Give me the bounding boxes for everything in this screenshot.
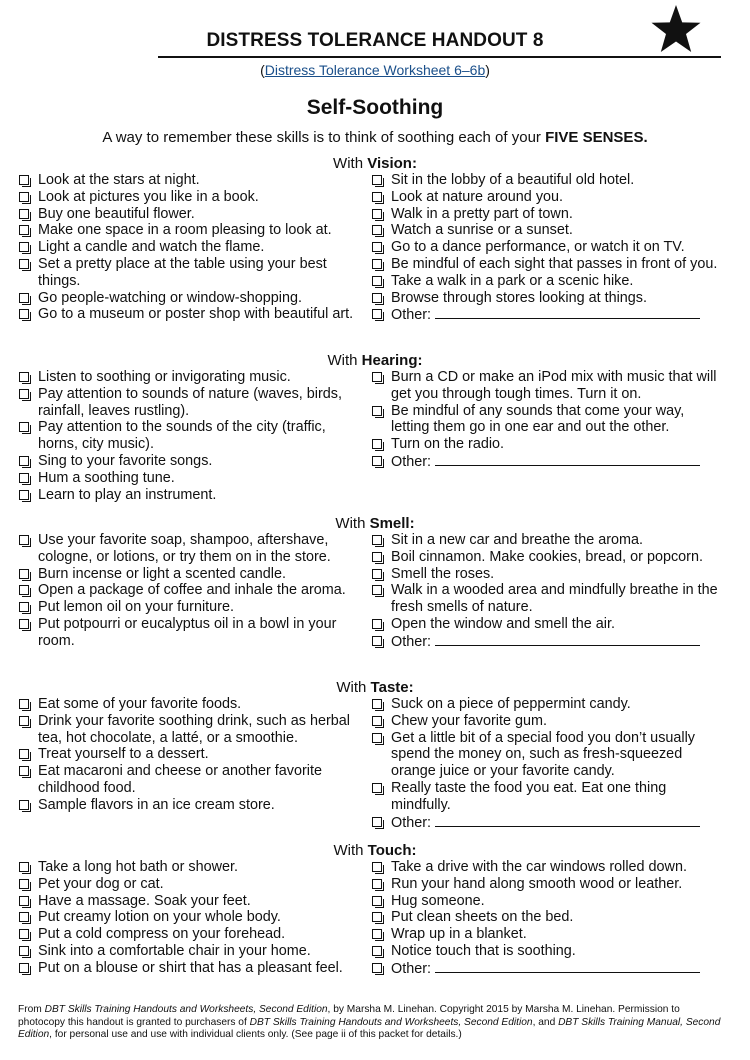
checklist-item bbox=[18, 206, 368, 223]
checkbox-icon[interactable] bbox=[372, 896, 382, 906]
checkbox-icon[interactable] bbox=[19, 800, 29, 810]
item-text: Eat some of your favorite foods. bbox=[38, 696, 242, 712]
copyright-footer: From DBT Skills Training Handouts and Worksheets, Second Edition, by Marsha M. Linehan. Copyright 2015 by Marsha M. Linehan. Permission to photocopy this handout is granted to purchasers of DBT Skills Training Handouts and Worksheets, Second Edition, and DBT Skills Training Manual, Second Edition, for personal use and use with individual clients only. (See page ii of this packet for details.) bbox=[18, 1004, 721, 1041]
item-text: Burn incense or light a scented candle. bbox=[38, 565, 286, 582]
item-text: Notice touch that is soothing. bbox=[391, 942, 576, 959]
star-icon bbox=[650, 4, 702, 54]
checklist-item bbox=[371, 273, 726, 290]
checklist-item bbox=[18, 746, 368, 763]
left-column bbox=[18, 369, 368, 503]
checkbox-icon[interactable] bbox=[19, 585, 29, 595]
checkbox-icon[interactable] bbox=[19, 293, 29, 303]
left-column bbox=[18, 532, 368, 650]
checkbox-icon[interactable] bbox=[19, 209, 29, 219]
checkbox-icon[interactable] bbox=[372, 783, 382, 793]
item-text: Take a walk in a park or a scenic hike. bbox=[391, 272, 634, 289]
checkbox-icon[interactable] bbox=[372, 209, 382, 219]
item-text: Be mindful of each sight that passes in front of you. bbox=[391, 255, 718, 272]
right-column bbox=[371, 172, 726, 324]
checklist-item bbox=[18, 239, 368, 256]
item-text: Sink into a comfortable chair in your home. bbox=[38, 942, 311, 959]
other-label: Other: bbox=[391, 814, 431, 831]
checklist-item bbox=[18, 419, 368, 453]
item-text: Take a drive with the car windows rolled down. bbox=[391, 859, 687, 875]
checklist-item bbox=[371, 403, 726, 437]
other-blank-line[interactable] bbox=[435, 960, 700, 973]
checkbox-icon[interactable] bbox=[372, 585, 382, 595]
checkbox-icon[interactable] bbox=[19, 929, 29, 939]
checklist-item bbox=[371, 566, 726, 583]
checklist-item bbox=[18, 797, 368, 814]
item-text: Open a package of coffee and inhale the aroma. bbox=[38, 582, 346, 599]
checkbox-icon[interactable] bbox=[372, 276, 382, 286]
checkbox-icon[interactable] bbox=[372, 862, 382, 872]
item-text: Go to a museum or poster shop with beautiful art. bbox=[38, 306, 354, 323]
item-text: Watch a sunrise or a sunset. bbox=[391, 222, 573, 239]
other-item bbox=[371, 633, 726, 651]
checklist-item bbox=[18, 943, 368, 960]
checkbox-icon[interactable] bbox=[372, 535, 382, 545]
checkbox-icon[interactable] bbox=[19, 490, 29, 500]
item-text: Pet your dog or cat. bbox=[38, 875, 164, 892]
section-hearing bbox=[18, 352, 732, 503]
right-column bbox=[371, 859, 726, 978]
section-heading: With Vision: bbox=[333, 155, 417, 172]
section-vision bbox=[18, 155, 732, 356]
item-text: Learn to play an instrument. bbox=[38, 486, 217, 503]
checkbox-icon[interactable] bbox=[372, 636, 382, 646]
item-text: Smell the roses. bbox=[391, 565, 495, 582]
checkbox-icon[interactable] bbox=[372, 929, 382, 939]
checkbox-icon[interactable] bbox=[372, 242, 382, 252]
checkbox-icon[interactable] bbox=[19, 309, 29, 319]
checklist-item bbox=[18, 306, 368, 323]
checklist-item bbox=[371, 206, 726, 223]
checklist-item bbox=[18, 599, 368, 616]
checklist-item bbox=[371, 893, 726, 910]
checkbox-icon[interactable] bbox=[372, 225, 382, 235]
checklist-item bbox=[18, 386, 368, 420]
checkbox-icon[interactable] bbox=[19, 422, 29, 432]
item-text: Go to a dance performance, or watch it on TV. bbox=[391, 239, 685, 256]
checklist-item bbox=[18, 763, 368, 797]
checklist-item bbox=[371, 582, 726, 616]
checkbox-icon[interactable] bbox=[372, 716, 382, 726]
checklist-item bbox=[371, 369, 726, 403]
checklist-item bbox=[371, 909, 726, 926]
checkbox-icon[interactable] bbox=[19, 699, 29, 709]
other-item bbox=[371, 306, 726, 324]
checkbox-icon[interactable] bbox=[19, 912, 29, 922]
other-blank-line[interactable] bbox=[435, 306, 700, 319]
other-blank-line[interactable] bbox=[435, 453, 700, 466]
item-text: Drink your favorite soothing drink, such as herbal tea, hot chocolate, a latté, or a smoothie. bbox=[38, 712, 350, 746]
checkbox-icon[interactable] bbox=[19, 602, 29, 612]
checkbox-icon[interactable] bbox=[19, 242, 29, 252]
checkbox-icon[interactable] bbox=[19, 456, 29, 466]
item-text: Listen to soothing or invigorating music. bbox=[38, 369, 291, 385]
checklist-item bbox=[371, 239, 726, 256]
item-text: Have a massage. Soak your feet. bbox=[38, 892, 251, 909]
right-column bbox=[371, 532, 726, 651]
checkbox-icon[interactable] bbox=[19, 225, 29, 235]
item-text: Browse through stores looking at things. bbox=[391, 289, 647, 306]
item-text: Put a cold compress on your forehead. bbox=[38, 926, 286, 943]
section-touch bbox=[18, 842, 732, 993]
checklist-item bbox=[18, 470, 368, 487]
header-rule bbox=[158, 56, 721, 58]
checkbox-icon[interactable] bbox=[19, 619, 29, 629]
checkbox-icon[interactable] bbox=[372, 293, 382, 303]
worksheet-reference: (Distress Tolerance Worksheet 6–6b) bbox=[260, 62, 490, 78]
checklist-item bbox=[18, 369, 368, 386]
checkbox-icon[interactable] bbox=[372, 406, 382, 416]
checkbox-icon[interactable] bbox=[19, 569, 29, 579]
item-text: Open the window and smell the air. bbox=[391, 615, 615, 632]
checkbox-icon[interactable] bbox=[19, 963, 29, 973]
checklist-item bbox=[371, 876, 726, 893]
item-text: Put lemon oil on your furniture. bbox=[38, 599, 234, 616]
checkbox-icon[interactable] bbox=[372, 552, 382, 562]
checkbox-icon[interactable] bbox=[19, 192, 29, 202]
checkbox-icon[interactable] bbox=[19, 896, 29, 906]
checkbox-icon[interactable] bbox=[19, 716, 29, 726]
other-label: Other: bbox=[391, 960, 431, 977]
item-text: Chew your favorite gum. bbox=[391, 712, 547, 729]
item-text: Boil cinnamon. Make cookies, bread, or popcorn. bbox=[391, 548, 703, 565]
item-text: Sit in the lobby of a beautiful old hotel. bbox=[391, 172, 635, 188]
checklist-item bbox=[371, 713, 726, 730]
checklist-item bbox=[371, 696, 726, 713]
checklist-item bbox=[371, 926, 726, 943]
checklist-item bbox=[18, 256, 368, 290]
checkbox-icon[interactable] bbox=[372, 456, 382, 466]
checklist-item bbox=[371, 436, 726, 453]
checkbox-icon[interactable] bbox=[372, 309, 382, 319]
checklist-item bbox=[18, 696, 368, 713]
checklist-item bbox=[371, 172, 726, 189]
page-subtitle: A way to remember these skills is to think of soothing each of your FIVE SENSES. bbox=[102, 129, 648, 146]
item-text: Put on a blouse or shirt that has a pleasant feel. bbox=[38, 959, 343, 976]
section-heading: With Smell: bbox=[335, 515, 415, 532]
checklist-item bbox=[18, 189, 368, 206]
checklist-item bbox=[371, 222, 726, 239]
checkbox-icon[interactable] bbox=[19, 473, 29, 483]
left-column bbox=[18, 172, 368, 323]
checkbox-icon[interactable] bbox=[372, 439, 382, 449]
item-text: Walk in a pretty part of town. bbox=[391, 205, 573, 222]
checklist-item bbox=[18, 876, 368, 893]
item-text: Run your hand along smooth wood or leather. bbox=[391, 875, 683, 892]
item-text: Use your favorite soap, shampoo, aftershave, cologne, or lotions, or try them on in the store. bbox=[38, 532, 331, 565]
checkbox-icon[interactable] bbox=[19, 946, 29, 956]
item-text: Hug someone. bbox=[391, 892, 485, 909]
item-text: Really taste the food you eat. Eat one thing mindfully. bbox=[391, 779, 667, 813]
handout-title: DISTRESS TOLERANCE HANDOUT 8 bbox=[206, 30, 544, 51]
item-text: Turn on the radio. bbox=[391, 436, 505, 453]
checkbox-icon[interactable] bbox=[19, 879, 29, 889]
checklist-item bbox=[371, 549, 726, 566]
checklist-item bbox=[371, 616, 726, 633]
other-label: Other: bbox=[391, 633, 431, 650]
item-text: Take a long hot bath or shower. bbox=[38, 859, 238, 875]
other-blank-line[interactable] bbox=[435, 814, 700, 827]
worksheet-link[interactable]: Distress Tolerance Worksheet 6–6b bbox=[264, 62, 486, 78]
checkbox-icon[interactable] bbox=[372, 192, 382, 202]
section-heading: With Taste: bbox=[336, 679, 414, 696]
checklist-item bbox=[18, 926, 368, 943]
item-text: Sample flavors in an ice cream store. bbox=[38, 796, 275, 813]
checkbox-icon[interactable] bbox=[19, 749, 29, 759]
item-text: Be mindful of any sounds that come your way, letting them go in one ear and out the other. bbox=[391, 402, 685, 436]
item-text: Get a little bit of a special food you don’t usually spend the money on, such as fresh-squeezed orange juice or your favorite candy. bbox=[391, 729, 695, 780]
item-text: Hum a soothing tune. bbox=[38, 469, 175, 486]
checklist-item bbox=[371, 943, 726, 960]
item-text: Set a pretty place at the table using your best things. bbox=[38, 255, 327, 289]
other-item bbox=[371, 814, 726, 832]
page-title: Self-Soothing bbox=[306, 96, 444, 119]
item-text: Eat macaroni and cheese or another favorite childhood food. bbox=[38, 763, 322, 796]
checklist-item bbox=[18, 960, 368, 977]
item-text: Look at the stars at night. bbox=[38, 172, 200, 188]
checklist-item bbox=[18, 487, 368, 504]
checklist-item bbox=[18, 290, 368, 307]
checklist-item bbox=[371, 859, 726, 876]
checklist-item bbox=[18, 532, 368, 566]
checkbox-icon[interactable] bbox=[19, 862, 29, 872]
checkbox-icon[interactable] bbox=[372, 569, 382, 579]
left-column bbox=[18, 696, 368, 814]
checklist-item bbox=[371, 189, 726, 206]
checklist-item bbox=[18, 222, 368, 239]
item-text: Wrap up in a blanket. bbox=[391, 926, 527, 943]
item-text: Suck on a piece of peppermint candy. bbox=[391, 696, 631, 712]
checklist-item bbox=[18, 909, 368, 926]
checklist-item bbox=[371, 730, 726, 780]
item-text: Light a candle and watch the flame. bbox=[38, 239, 265, 256]
right-column bbox=[371, 369, 726, 471]
checkbox-icon[interactable] bbox=[19, 766, 29, 776]
item-text: Put potpourri or eucalyptus oil in a bowl in your room. bbox=[38, 615, 337, 649]
item-text: Look at nature around you. bbox=[391, 188, 564, 205]
checklist-item bbox=[18, 893, 368, 910]
item-text: Sing to your favorite songs. bbox=[38, 452, 213, 469]
checkbox-icon[interactable] bbox=[372, 879, 382, 889]
checkbox-icon[interactable] bbox=[19, 389, 29, 399]
item-text: Sit in a new car and breathe the aroma. bbox=[391, 532, 643, 548]
section-heading: With Hearing: bbox=[327, 352, 423, 369]
checklist-item bbox=[18, 453, 368, 470]
checkbox-icon[interactable] bbox=[372, 259, 382, 269]
checklist-item bbox=[18, 616, 368, 650]
item-text: Make one space in a room pleasing to look at. bbox=[38, 222, 332, 239]
other-label: Other: bbox=[391, 453, 431, 470]
item-text: Go people-watching or window-shopping. bbox=[38, 289, 302, 306]
checklist-item bbox=[371, 256, 726, 273]
checkbox-icon[interactable] bbox=[372, 963, 382, 973]
checklist-item bbox=[18, 713, 368, 747]
checkbox-icon[interactable] bbox=[372, 175, 382, 185]
right-column bbox=[371, 696, 726, 831]
other-item bbox=[371, 453, 726, 471]
item-text: Look at pictures you like in a book. bbox=[38, 188, 259, 205]
checkbox-icon[interactable] bbox=[372, 912, 382, 922]
item-text: Walk in a wooded area and mindfully breathe in the fresh smells of nature. bbox=[391, 582, 718, 616]
checklist-item bbox=[371, 532, 726, 549]
other-label: Other: bbox=[391, 307, 431, 324]
item-text: Put creamy lotion on your whole body. bbox=[38, 909, 281, 926]
checkbox-icon[interactable] bbox=[372, 372, 382, 382]
checkbox-icon[interactable] bbox=[372, 619, 382, 629]
checklist-item bbox=[371, 780, 726, 814]
checklist-item bbox=[18, 566, 368, 583]
section-heading: With Touch: bbox=[333, 842, 417, 859]
checkbox-icon[interactable] bbox=[372, 733, 382, 743]
checklist-item bbox=[18, 859, 368, 876]
checkbox-icon[interactable] bbox=[372, 817, 382, 827]
checkbox-icon[interactable] bbox=[19, 259, 29, 269]
item-text: Pay attention to the sounds of the city (traffic, horns, city music). bbox=[38, 419, 326, 453]
checkbox-icon[interactable] bbox=[19, 372, 29, 382]
checkbox-icon[interactable] bbox=[19, 535, 29, 545]
checklist-item bbox=[371, 290, 726, 307]
checklist-item bbox=[18, 582, 368, 599]
item-text: Treat yourself to a dessert. bbox=[38, 746, 209, 763]
other-item bbox=[371, 960, 726, 978]
checklist-item bbox=[18, 172, 368, 189]
section-smell bbox=[18, 515, 732, 683]
section-taste bbox=[18, 679, 732, 830]
item-text: Buy one beautiful flower. bbox=[38, 205, 195, 222]
item-text: Put clean sheets on the bed. bbox=[391, 909, 574, 926]
checkbox-icon[interactable] bbox=[19, 175, 29, 185]
checkbox-icon[interactable] bbox=[372, 699, 382, 709]
item-text: Pay attention to sounds of nature (waves, birds, rainfall, leaves rustling). bbox=[38, 385, 342, 419]
other-blank-line[interactable] bbox=[435, 633, 700, 646]
checkbox-icon[interactable] bbox=[372, 946, 382, 956]
left-column bbox=[18, 859, 368, 977]
item-text: Burn a CD or make an iPod mix with music that will get you through tough times. Turn it on. bbox=[391, 369, 717, 402]
